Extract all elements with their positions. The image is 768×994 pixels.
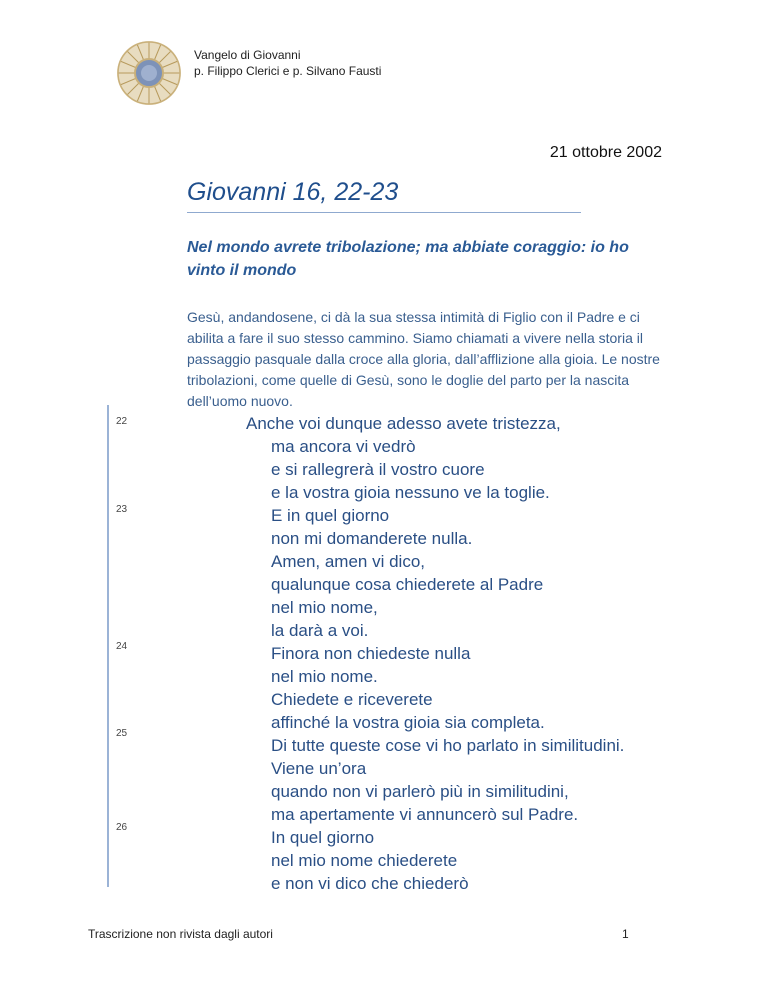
title-divider bbox=[187, 212, 581, 213]
header-authors: p. Filippo Clerici e p. Silvano Fausti bbox=[194, 64, 382, 78]
intro-paragraph: Gesù, andandosene, ci dà la sua stessa intimità di Figlio con il Padre e ci abilita a fare il suo stesso cammino. Siamo chiamati a vivere nella storia il passaggio pasquale dalla croce alla gloria, dall’afflizione alla gioia. Le nostre tribolazioni, come quelle di Gesù, sono le doglie del parto per la nascita dell’uomo nuovo. bbox=[187, 309, 660, 409]
verse-number: 25 bbox=[116, 728, 128, 739]
document-date: 21 ottobre 2002 bbox=[549, 144, 662, 161]
poem-line: Amen, amen vi dico, bbox=[271, 552, 426, 571]
verse-number: 23 bbox=[116, 504, 128, 515]
verse-number: 24 bbox=[116, 641, 128, 652]
margin-divider bbox=[107, 405, 109, 887]
poem-line: ma ancora vi vedrò bbox=[271, 437, 416, 456]
poem-line: la darà a voi. bbox=[271, 621, 369, 640]
poem-line: Chiedete e riceverete bbox=[271, 690, 433, 709]
poem-line: E in quel giorno bbox=[271, 506, 390, 525]
poem-line: Di tutte queste cose vi ho parlato in similitudini. bbox=[271, 736, 625, 755]
poem-line: non mi domanderete nulla. bbox=[271, 529, 473, 548]
poem-line: Finora non chiedeste nulla bbox=[271, 644, 471, 663]
subtitle: Nel mondo avrete tribolazione; ma abbiate coraggio: io ho vinto il mondo bbox=[187, 239, 629, 279]
seal-logo-icon bbox=[116, 40, 182, 106]
footer-note: Trascrizione non rivista dagli autori bbox=[88, 927, 273, 941]
poem-line: nel mio nome. bbox=[271, 667, 378, 686]
poem-line: qualunque cosa chiederete al Padre bbox=[271, 575, 544, 594]
poem-line: e non vi dico che chiederò bbox=[271, 874, 469, 893]
verse-number: 22 bbox=[116, 416, 128, 427]
poem-line: nel mio nome chiederete bbox=[271, 851, 458, 870]
verse-number: 26 bbox=[116, 822, 128, 833]
poem-line: In quel giorno bbox=[271, 828, 375, 847]
poem-line: quando non vi parlerò più in similitudini, bbox=[271, 782, 569, 801]
poem-line: Viene un’ora bbox=[271, 759, 367, 778]
poem-line: affinché la vostra gioia sia completa. bbox=[271, 713, 545, 732]
poem-line: Anche voi dunque adesso avete tristezza, bbox=[246, 414, 561, 433]
header-book: Vangelo di Giovanni bbox=[194, 48, 301, 62]
poem-line: ma apertamente vi annuncerò sul Padre. bbox=[271, 805, 579, 824]
poem-line: nel mio nome, bbox=[271, 598, 378, 617]
poem-line: e la vostra gioia nessuno ve la toglie. bbox=[271, 483, 550, 502]
poem-line: e si rallegrerà il vostro cuore bbox=[271, 460, 485, 479]
page-number: 1 bbox=[622, 927, 629, 941]
page-title: Giovanni 16, 22-23 bbox=[187, 178, 399, 206]
